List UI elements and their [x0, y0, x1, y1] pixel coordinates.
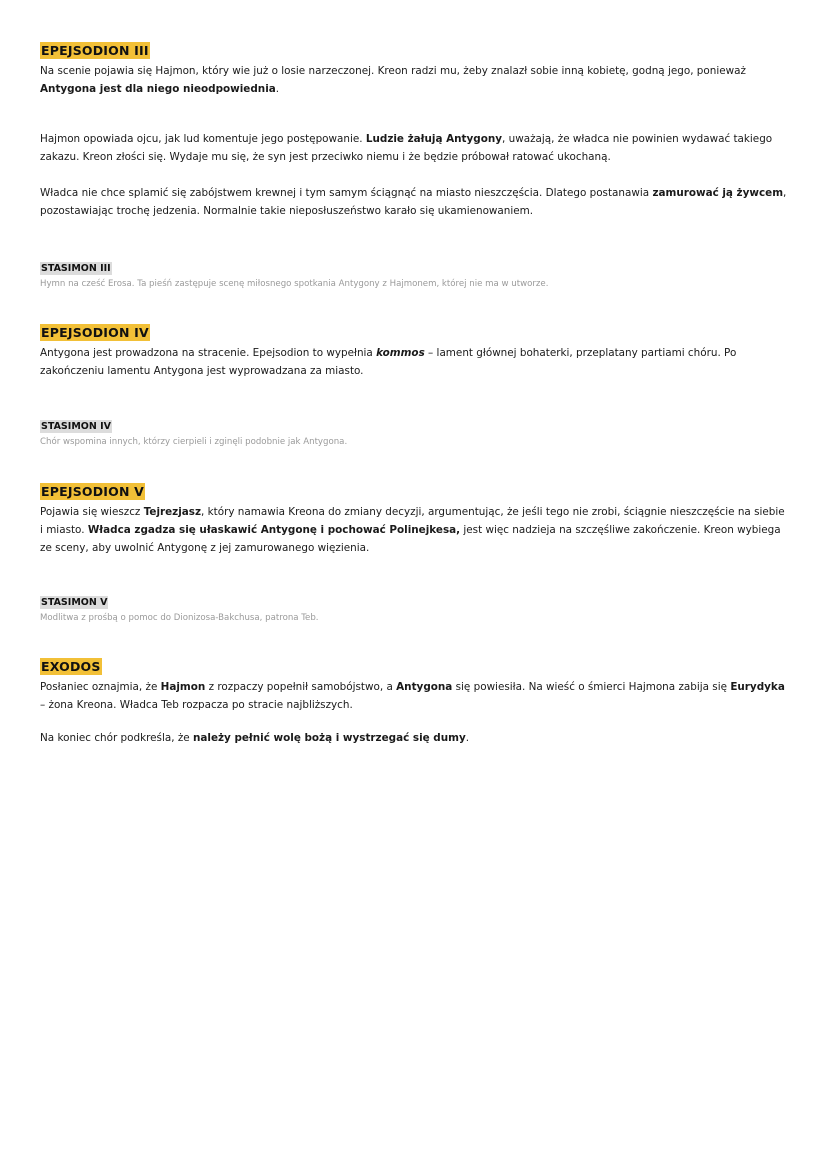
section-heading: STASIMON IV — [41, 421, 111, 432]
section-epejsodion-4 — [40, 322, 790, 380]
section-heading: EPEJSODION V — [41, 484, 145, 499]
section-heading: STASIMON V — [41, 597, 108, 608]
section-heading: STASIMON III — [41, 263, 111, 274]
section-heading: EPEJSODION III — [41, 43, 149, 58]
paragraph: Chór wspomina innych, którzy cierpieli i zginęli podobnie jak Antygona. — [40, 437, 348, 447]
paragraph: Hajmon opowiada ojcu, jak lud komentuje jego postępowanie. Ludzie żałują Antygony, uważają, że władca nie powinien wydawać takiego zakazu. Kreon złości się. Wydaje mu się, że syn jest przeciwko niemu i że będzie próbował ratować ukochaną. — [40, 133, 773, 163]
section-heading: EXODOS — [41, 659, 101, 674]
section-epejsodion-5 — [40, 481, 790, 557]
section-heading: EPEJSODION IV — [41, 325, 149, 340]
paragraph: Pojawia się wieszcz Tejrezjasz, który namawia Kreona do zmiany decyzji, argumentując, że jeśli tego nie zrobi, ściągnie nieszczęście na siebie i miasto. Władca zgadza się ułaskawić Antygonę i pochować Polinejkesa, jest więc nadzieja na szczęśliwe zakończenie. Kreon wybiega ze sceny, aby uwolnić Antygonę z jej zamurowanego więzienia. — [40, 506, 785, 554]
section-exodos — [40, 656, 790, 714]
paragraph: Antygona jest prowadzona na stracenie. Epejsodion to wypełnia kommos – lament głównej bohaterki, przeplatany partiami chóru. Po zakończeniu lamentu Antygona jest wyprowadzana za miasto. — [40, 347, 737, 377]
section-stasimon-4 — [40, 414, 790, 449]
paragraph: Hymn na cześć Erosa. Ta pieśń zastępuje scenę miłosnego spotkania Antygony z Hajmonem, której nie ma w utworze. — [40, 279, 549, 289]
paragraph: Władca nie chce splamić się zabójstwem krewnej i tym samym ściągnąć na miasto nieszczęścia. Dlatego postanawia zamurować ją żywcem, pozostawiając trochę jedzenia. Normalnie takie nieposłuszeństwo karało się ukamienowaniem. — [40, 187, 787, 217]
paragraph: Na koniec chór podkreśla, że należy pełnić wolę bożą i wystrzegać się dumy. — [40, 732, 470, 744]
paragraph: Na scenie pojawia się Hajmon, który wie już o losie narzeczonej. Kreon radzi mu, żeby znalazł sobie inną kobietę, godną jego, ponieważ Antygona jest dla niego nieodpowiednia. — [40, 65, 746, 95]
section-stasimon-3 — [40, 256, 790, 291]
section-stasimon-5 — [40, 590, 790, 625]
section-epejsodion-3 — [40, 40, 790, 98]
paragraph: Modlitwa z prośbą o pomoc do Dionizosa-Bakchusa, patrona Teb. — [40, 613, 319, 623]
paragraph: Posłaniec oznajmia, że Hajmon z rozpaczy popełnił samobójstwo, a Antygona się powiesiła. Na wieść o śmierci Hajmona zabija się Eurydyka – żona Kreona. Władca Teb rozpacza po stracie najbliższych. — [40, 681, 785, 711]
